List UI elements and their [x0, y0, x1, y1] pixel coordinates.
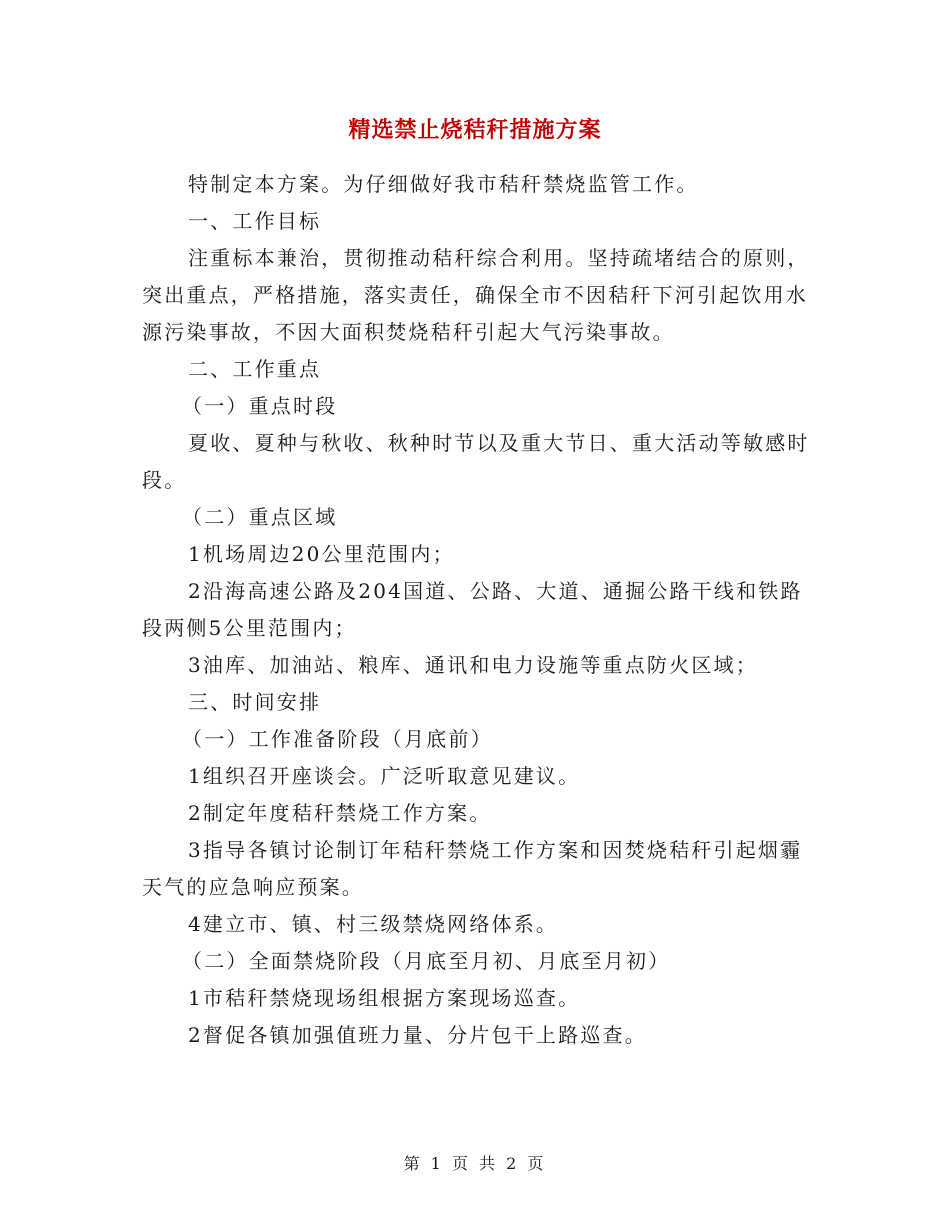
list-item: 1市秸秆禁烧现场组根据方案现场巡查。	[188, 986, 581, 1010]
section-heading: 三、时间安排	[188, 690, 322, 714]
page-number-footer: 第 1 页 共 2 页	[403, 1154, 547, 1173]
list-item: 2制定年度秸秆禁烧工作方案。	[188, 801, 492, 825]
section-heading: 一、工作目标	[188, 209, 322, 233]
document-body	[142, 166, 810, 1054]
document-title: 精选禁止烧秸秆措施方案	[348, 117, 602, 143]
list-item: 2督促各镇加强值班力量、分片包干上路巡查。	[188, 1023, 647, 1047]
list-item: 4建立市、镇、村三级禁烧网络体系。	[188, 912, 559, 936]
list-item: 2沿海高速公路及204国道、公路、大道、通掘公路干线和铁路段两侧5公里范围内；	[142, 579, 803, 640]
list-item: 1机场周边20公里范围内；	[188, 542, 455, 566]
subsection-heading: （一）工作准备阶段（月底前）	[182, 727, 493, 751]
paragraph: 夏收、夏种与秋收、秋种时节以及重大节日、重大活动等敏感时段。	[142, 431, 810, 492]
paragraph: 注重标本兼治，贯彻推动秸秆综合利用。坚持疏堵结合的原则，突出重点，严格措施，落实责任，确保全市不因秸秆下河引起饮用水源污染事故，不因大面积焚烧秸秆引起大气污染事故。	[142, 246, 810, 344]
subsection-heading: （二）全面禁烧阶段（月底至月初、月底至月初）	[182, 949, 671, 973]
section-heading: 二、工作重点	[188, 357, 322, 381]
subsection-heading: （一）重点时段	[182, 394, 338, 418]
list-item: 1组织召开座谈会。广泛听取意见建议。	[188, 764, 581, 788]
list-item: 3指导各镇讨论制订年秸秆禁烧工作方案和因焚烧秸秆引起烟霾天气的应急响应预案。	[142, 838, 803, 899]
list-item: 3油库、加油站、粮库、通讯和电力设施等重点防火区域；	[188, 653, 758, 677]
paragraph: 特制定本方案。为仔细做好我市秸秆禁烧监管工作。	[188, 172, 699, 196]
subsection-heading: （二）重点区域	[182, 505, 338, 529]
